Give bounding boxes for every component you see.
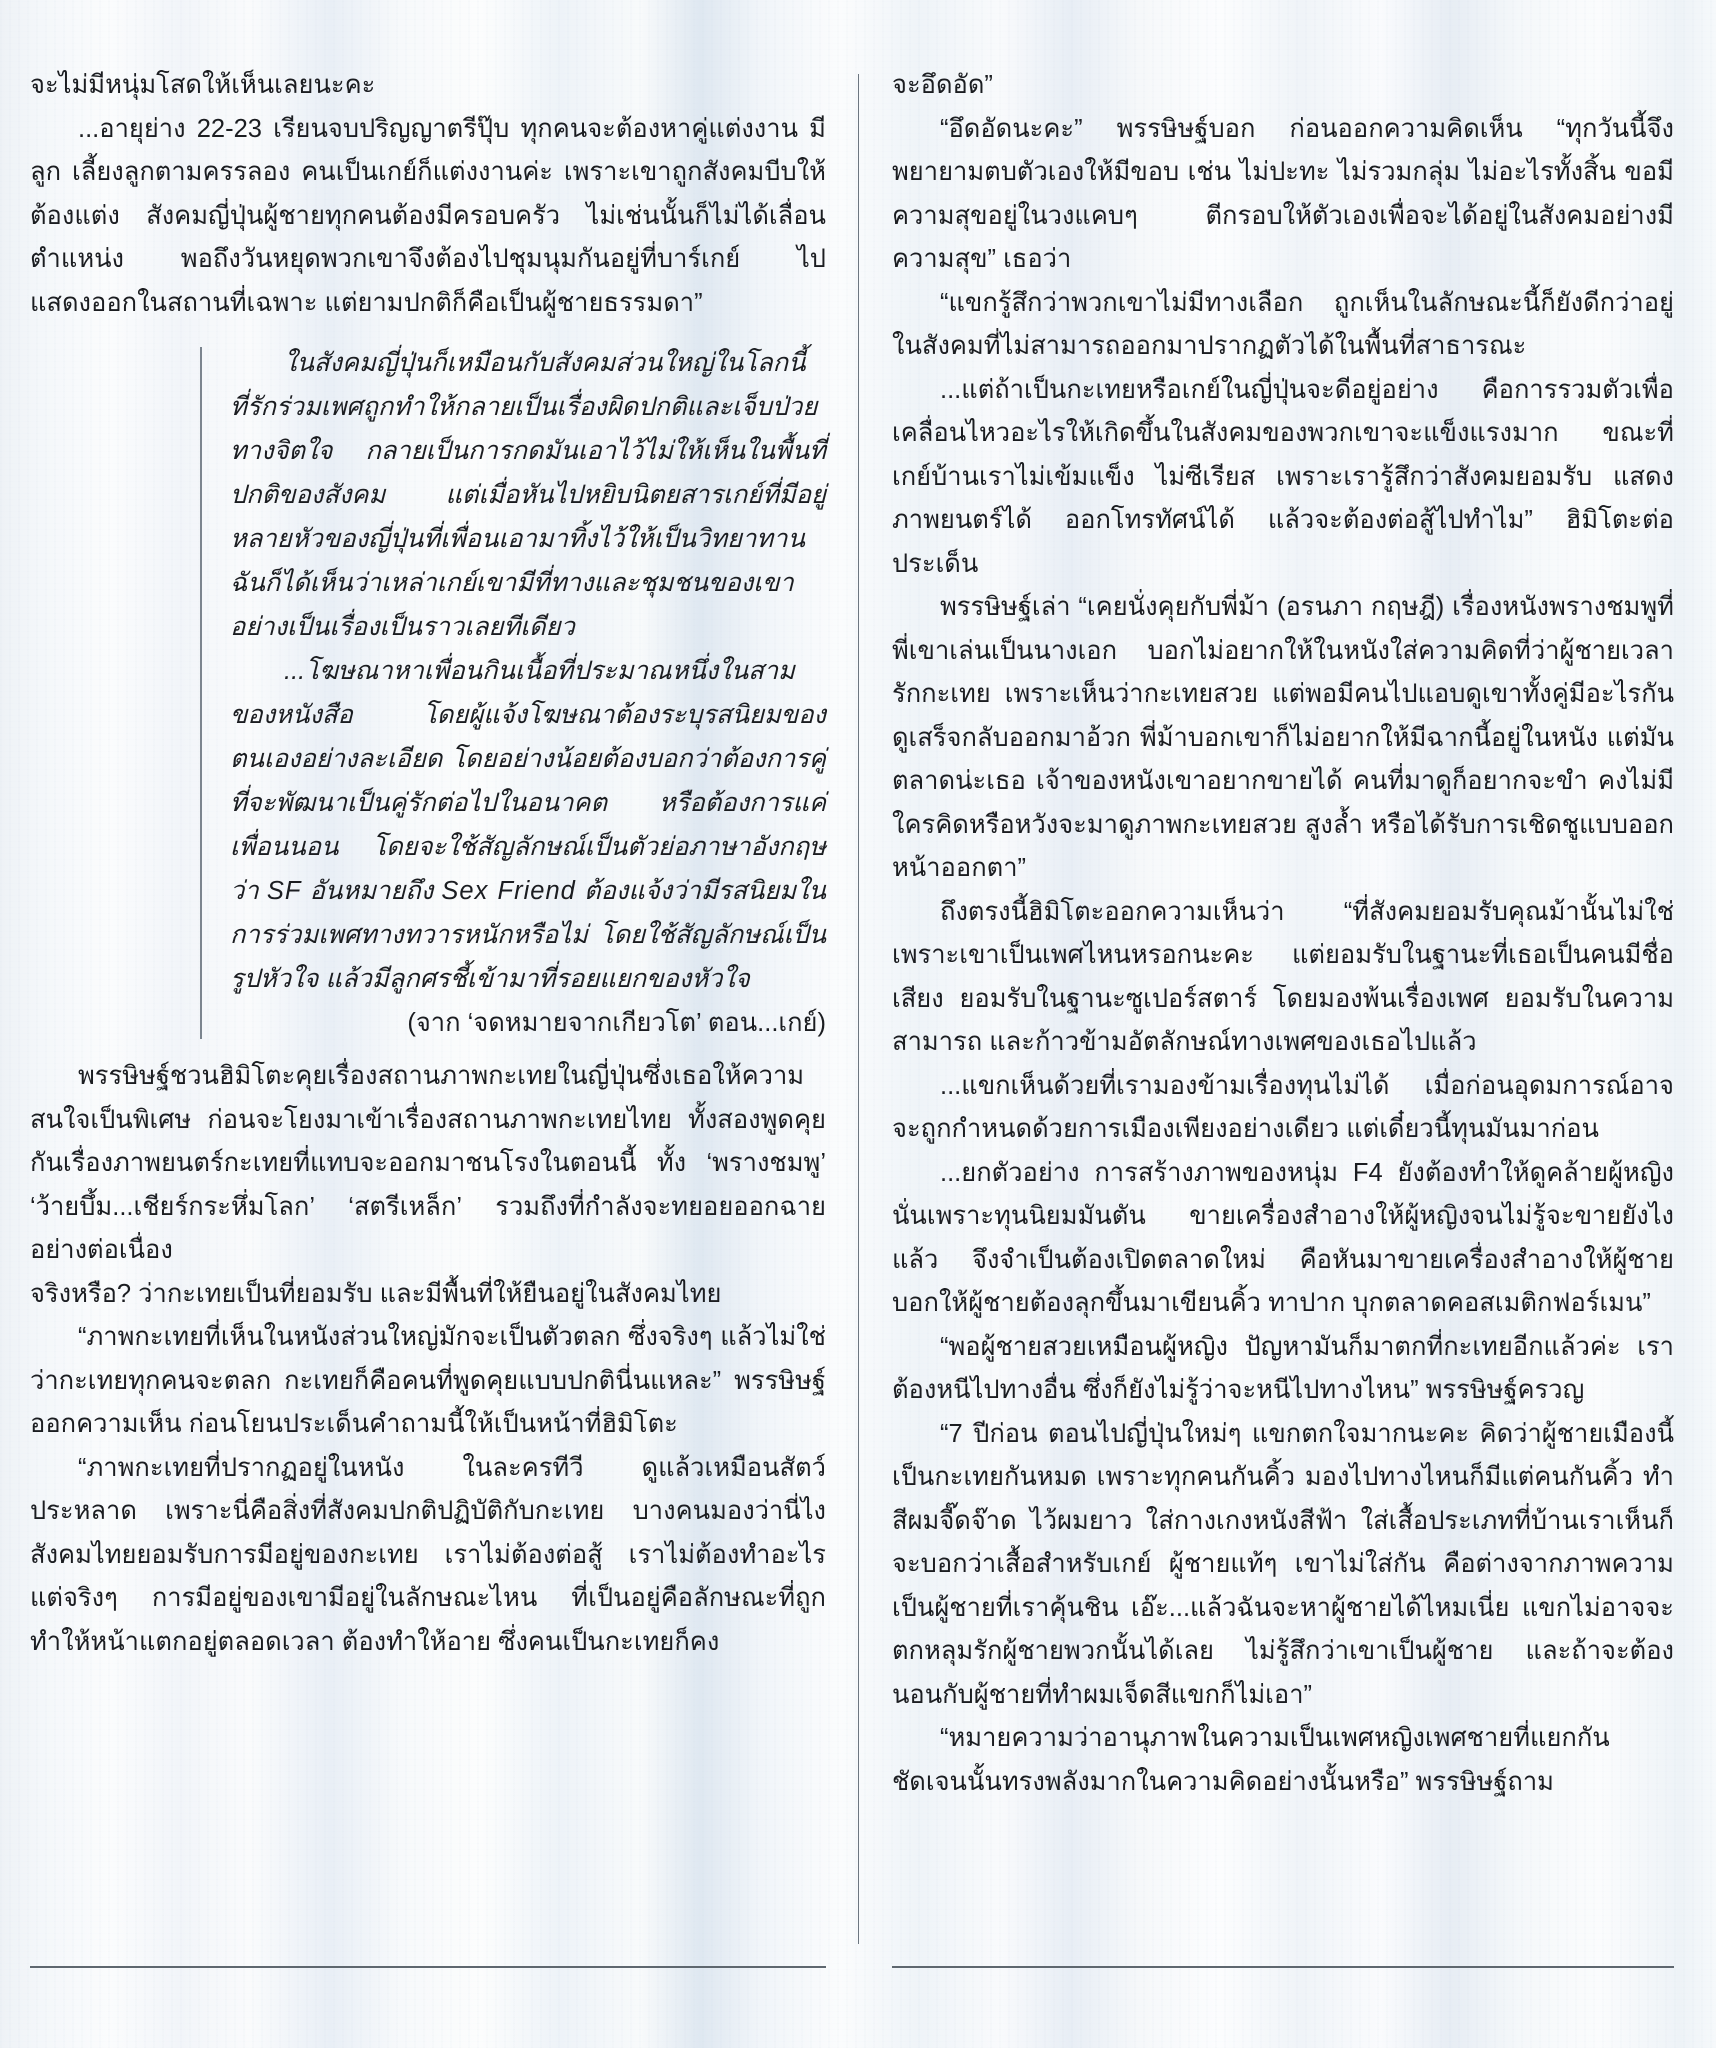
paragraph-pansit-pink-film: พรรษิษฐ์เล่า “เคยนั่งคุยกับพี่ม้า (อรนภา กฤษฎี) เรื่องหนังพรางชมพูที่พี่เขาเล่นเป็นนางเอก บอกไม่อยากให้ในหนังใส่ความคิดที่ว่าผู้ชายเวลารักกะเทย เพราะเห็นว่ากะเทยสวย แต่พอมีคนไปแอบดูเขาทั้งคู่มีอะไรกัน ดูเสร็จกลับออกมาอ้วก พี่ม้าบอกเขาก็ไม่อยากให้มีฉากนี้อยู่ในหนัง แต่มันตลาดน่ะเธอ เจ้าของหนังเขาอยากขายได้ คนที่มาดูก็อยากจะขำ คงไม่มีใครคิดหรือหวังจะมาดูภาพกะเทยสวย สูงล้ำ หรือได้รับการเชิดชูแบบออกหน้าออกตา” xyxy=(892,593,1674,882)
excerpt-text-after: ต้องแจ้งว่ามีรสนิยมในการร่วมเพศทางทวารหนักหรือไม่ โดยใช้สัญลักษณ์เป็นรูปหัวใจ แล้วมีลูกศรชี้เข้ามาที่รอยแยกของหัวใจ xyxy=(230,877,826,993)
excerpt-paragraph-1: ในสังคมญี่ปุ่นก็เหมือนกับสังคมส่วนใหญ่ในโลกนี้ ที่รักร่วมเพศถูกทำให้กลายเป็นเรื่องผิดปกติและเจ็บป่วยทางจิตใจ กลายเป็นการกดมันเอาไว้ไม่ให้เห็นในพื้นที่ปกติของสังคม แต่เมื่อหันไปหยิบนิตยสารเกย์ที่มีอยู่หลายหัวของญี่ปุ่นที่เพื่อนเอามาทิ้งไว้ให้เป็นวิทยาทาน ฉันก็ได้เห็นว่าเหล่าเกย์เขามีที่ทางและชุมชนของเขาอย่างเป็นเรื่องเป็นราวเลยทีเดียว xyxy=(230,349,826,641)
paragraph-kathoey-in-films: “ภาพกะเทยที่เห็นในหนังส่วนใหญ่มักจะเป็นตัวตลก ซึ่งจริงๆ แล้วไม่ใช่ว่ากะเทยทุกคนจะตลก กะเทยก็คือคนที่พูดคุยแบบปกตินี่นแหละ” พรรษิษฐ์ออกความเห็น ก่อนโยนประเด็นคำถามนี้ให้เป็นหน้าที่ฮิมิโตะ xyxy=(30,1323,826,1438)
excerpt-text-before-sf: ...โฆษณาหาเพื่อนกินเนื้อที่ประมาณหนึ่งในสามของหนังสือ โดยผู้แจ้งโฆษณาต้องระบุรสนิยมของตนเองอย่างละเอียด โดยอย่างน้อยต้องบอกว่าต้องการคู่ที่จะพัฒนาเป็นคู่รักต่อไปในอนาคต หรือต้องการแค่เพื่อนนอน โดยจะใช้สัญลักษณ์เป็นตัวย่อภาษาอังกฤษว่า xyxy=(230,657,826,905)
paragraph-f4-example: ...ยกตัวอย่าง การสร้างภาพของหนุ่ม F4 ยังต้องทำให้ดูคล้ายผู้หญิง นั่นเพราะทุนนิยมมันตัน ขายเครื่องสำอางให้ผู้หญิงจนไม่รู้จะขายยังไงแล้ว จึงจำเป็นต้องเปิดตลาดใหม่ คือหันมาขายเครื่องสำอางให้ผู้ชาย บอกให้ผู้ชายต้องลุกขึ้นมาเขียนคิ้ว ทาปาก บุกตลาดคอสเมติกฟอร์เมน” xyxy=(892,1158,1674,1317)
left-column-footer-rule xyxy=(30,1966,826,1968)
paragraph-men-beautiful: “พอผู้ชายสวยเหมือนผู้หญิง ปัญหามันก็มาตกที่กะเทยอีกแล้วค่ะ เราต้องหนีไปทางอื่น ซึ่งก็ยังไม่รู้ว่าจะหนีไปทางไหน” พรรษิษฐ์ครวญ xyxy=(892,1332,1674,1404)
right-column-footer-rule xyxy=(892,1966,1674,1968)
right-column xyxy=(858,0,1716,2048)
paragraph-japan-marriage: ...อายุย่าง 22-23 เรียนจบปริญญาตรีปุ๊บ ทุกคนจะต้องหาคู่แต่งงาน มีลูก เลี้ยงลูกตามครรลอง คนเป็นเกย์ก็แต่งงานค่ะ เพราะเขาถูกสังคมบีบให้ต้องแต่ง สังคมญี่ปุ่นผู้ชายทุกคนต้องมีครอบครัว ไม่เช่นนั้นก็ไม่ได้เลื่อนตำแหน่ง พอถึงวันหยุดพวกเขาจึงต้องไปชุมนุมกันอยู่ที่บาร์เกย์ ไปแสดงออกในสถานที่เฉพาะ แต่ยามปกติก็คือเป็นผู้ชายธรรมดา” xyxy=(30,114,826,317)
paragraph-guest-no-choice: “แขกรู้สึกว่าพวกเขาไม่มีทางเลือก ถูกเห็นในลักษณะนี้ก็ยังดีกว่าอยู่ในสังคมที่ไม่สามารถออกมาปรากฏตัวได้ในพื้นที่สาธารณะ xyxy=(892,288,1674,360)
excerpt-paragraph-2 xyxy=(230,649,826,1001)
excerpt-block xyxy=(200,341,826,1045)
excerpt-left-rule xyxy=(200,347,202,1039)
paragraph-ut-at-quote: “อึดอัดนะคะ” พรรษิษฐ์บอก ก่อนออกความคิดเห็น “ทุกวันนี้จึงพยายามตบตัวเองให้มีขอบ เช่น ไม่ปะทะ ไม่รวมกลุ่ม ไม่อะไรทั้งสิ้น ขอมีความสุขอยู่ในวงแคบๆ ตีกรอบให้ตัวเองเพื่อจะได้อยู่ในสังคมอย่างมีความสุข” เธอว่า xyxy=(892,114,1674,273)
paragraph-lead-continuation: จะไม่มีหนุ่มโสดให้เห็นเลยนะคะ xyxy=(30,71,376,99)
term-sex-friend: Sex Friend xyxy=(441,877,576,905)
paragraph-seven-years-ago: “7 ปีก่อน ตอนไปญี่ปุ่นใหม่ๆ แขกตกใจมากนะคะ คิดว่าผู้ชายเมืองนี้เป็นกะเทยกันหมด เพราะทุกคนกันคิ้ว มองไปทางไหนก็มีแต่คนกันคิ้ว ทำสีผมจี๊ดจ๊าด ไว้ผมยาว ใส่กางเกงหนังสีฟ้า ใส่เสื้อประเภทที่บ้านเราเห็นก็จะบอกว่าเสื้อสำหรับเกย์ ผู้ชายแท้ๆ เขาไม่ใส่กัน คือต่างจากภาพความเป็นผู้ชายที่เราคุ้นชิน เอ๊ะ...แล้วฉันจะหาผู้ชายได้ไหมเนี่ย แขกไม่อาจจะตกหลุมรักผู้ชายพวกนั้นได้เลย ไม่รู้สึกว่าเขาเป็นผู้ชาย และถ้าจะต้องนอนกับผู้ชายที่ทำผมเจ็ดสีแขกก็ไม่เอา” xyxy=(892,1419,1674,1709)
paragraph-capital-ideology: ...แขกเห็นด้วยที่เรามองข้ามเรื่องทุนไม่ได้ เมื่อก่อนอุดมการณ์อาจจะถูกกำหนดด้วยการเมืองเพียงอย่างเดียว แต่เดี๋ยวนี้ทุนมันมาก่อน xyxy=(892,1071,1674,1143)
paragraph-ut-at-continuation: จะอึดอัด” xyxy=(892,71,993,99)
paragraph-himito-acceptance: ถึงตรงนี้ฮิมิโตะออกความเห็นว่า “ที่สังคมยอมรับคุณม้านั้นไม่ใช่เพราะเขาเป็นเพศไหนหรอกนะคะ แต่ยอมรับในฐานะที่เธอเป็นคนมีชื่อเสียง ยอมรับในฐานะซูเปอร์สตาร์ โดยมองพ้นเรื่องเพศ ยอมรับในความสามารถ และก้าวข้ามอัตลักษณ์ทางเพศของเธอไปแล้ว xyxy=(892,897,1674,1056)
abbrev-sf: SF xyxy=(266,877,302,905)
paragraph-question-accept: จริงหรือ? ว่ากะเทยเป็นที่ยอมรับ และมีพื้นที่ให้ยืนอยู่ในสังคมไทย xyxy=(30,1279,722,1308)
excerpt-text-between: อันหมายถึง xyxy=(301,877,442,905)
paragraph-japan-organizing: ...แต่ถ้าเป็นกะเทยหรือเกย์ในญี่ปุ่นจะดีอยู่อย่าง คือการรวมตัวเพื่อเคลื่อนไหวอะไรให้เกิดขึ้นในสังคมของพวกเขาจะแข็งแรงมาก ขณะที่เกย์บ้านเราไม่เข้มแข็ง ไม่ซีเรียส เพราะเรารู้สึกว่าสังคมยอมรับ แสดงภาพยนตร์ได้ ออกโทรทัศน์ได้ แล้วจะต้องต่อสู้ไปทำไม” ฮิมิโตะต่อประเด็น xyxy=(892,375,1674,578)
paragraph-kathoey-like-animal: “ภาพกะเทยที่ปรากฏอยู่ในหนัง ในละครทีวี ดูแล้วเหมือนสัตว์ประหลาด เพราะนี่คือสิ่งที่สังคมปกติปฏิบัติกับกะเทย บางคนมองว่านี่ไง สังคมไทยยอมรับการมีอยู่ของกะเทย เราไม่ต้องต่อสู้ เราไม่ต้องทำอะไร แต่จริงๆ การมีอยู่ของเขามีอยู่ในลักษณะไหน ที่เป็นอยู่คือลักษณะที่ถูกทำให้หน้าแตกอยู่ตลอดเวลา ต้องทำให้อาย ซึ่งคนเป็นกะเทยก็คง xyxy=(30,1453,826,1656)
excerpt-source-attribution: (จาก ‘จดหมายจากเกียวโต’ ตอน...เกย์) xyxy=(407,1009,826,1037)
paragraph-pansit-asks: “หมายความว่าอานุภาพในความเป็นเพศหญิงเพศชายที่แยกกันชัดเจนนั้นทรงพลังมากในความคิดอย่างนั้นหรือ” พรรษิษฐ์ถาม xyxy=(892,1724,1610,1796)
paragraph-pansit-himitos-films: พรรษิษฐ์ชวนฮิมิโตะคุยเรื่องสถานภาพกะเทยในญี่ปุ่นซึ่งเธอให้ความสนใจเป็นพิเศษ ก่อนจะโยงมาเข้าเรื่องสถานภาพกะเทยไทย ทั้งสองพูดคุยกันเรื่องภาพยนตร์กะเทยที่แทบจะออกมาชนโรงในตอนนี้ ทั้ง ‘พรางชมพู’ ‘ว้ายบึ้ม...เชียร์กระหึ่มโลก’ ‘สตรีเหล็ก’ รวมถึงที่กำลังจะทยอยออกฉายอย่างต่อเนื่อง xyxy=(30,1062,826,1264)
